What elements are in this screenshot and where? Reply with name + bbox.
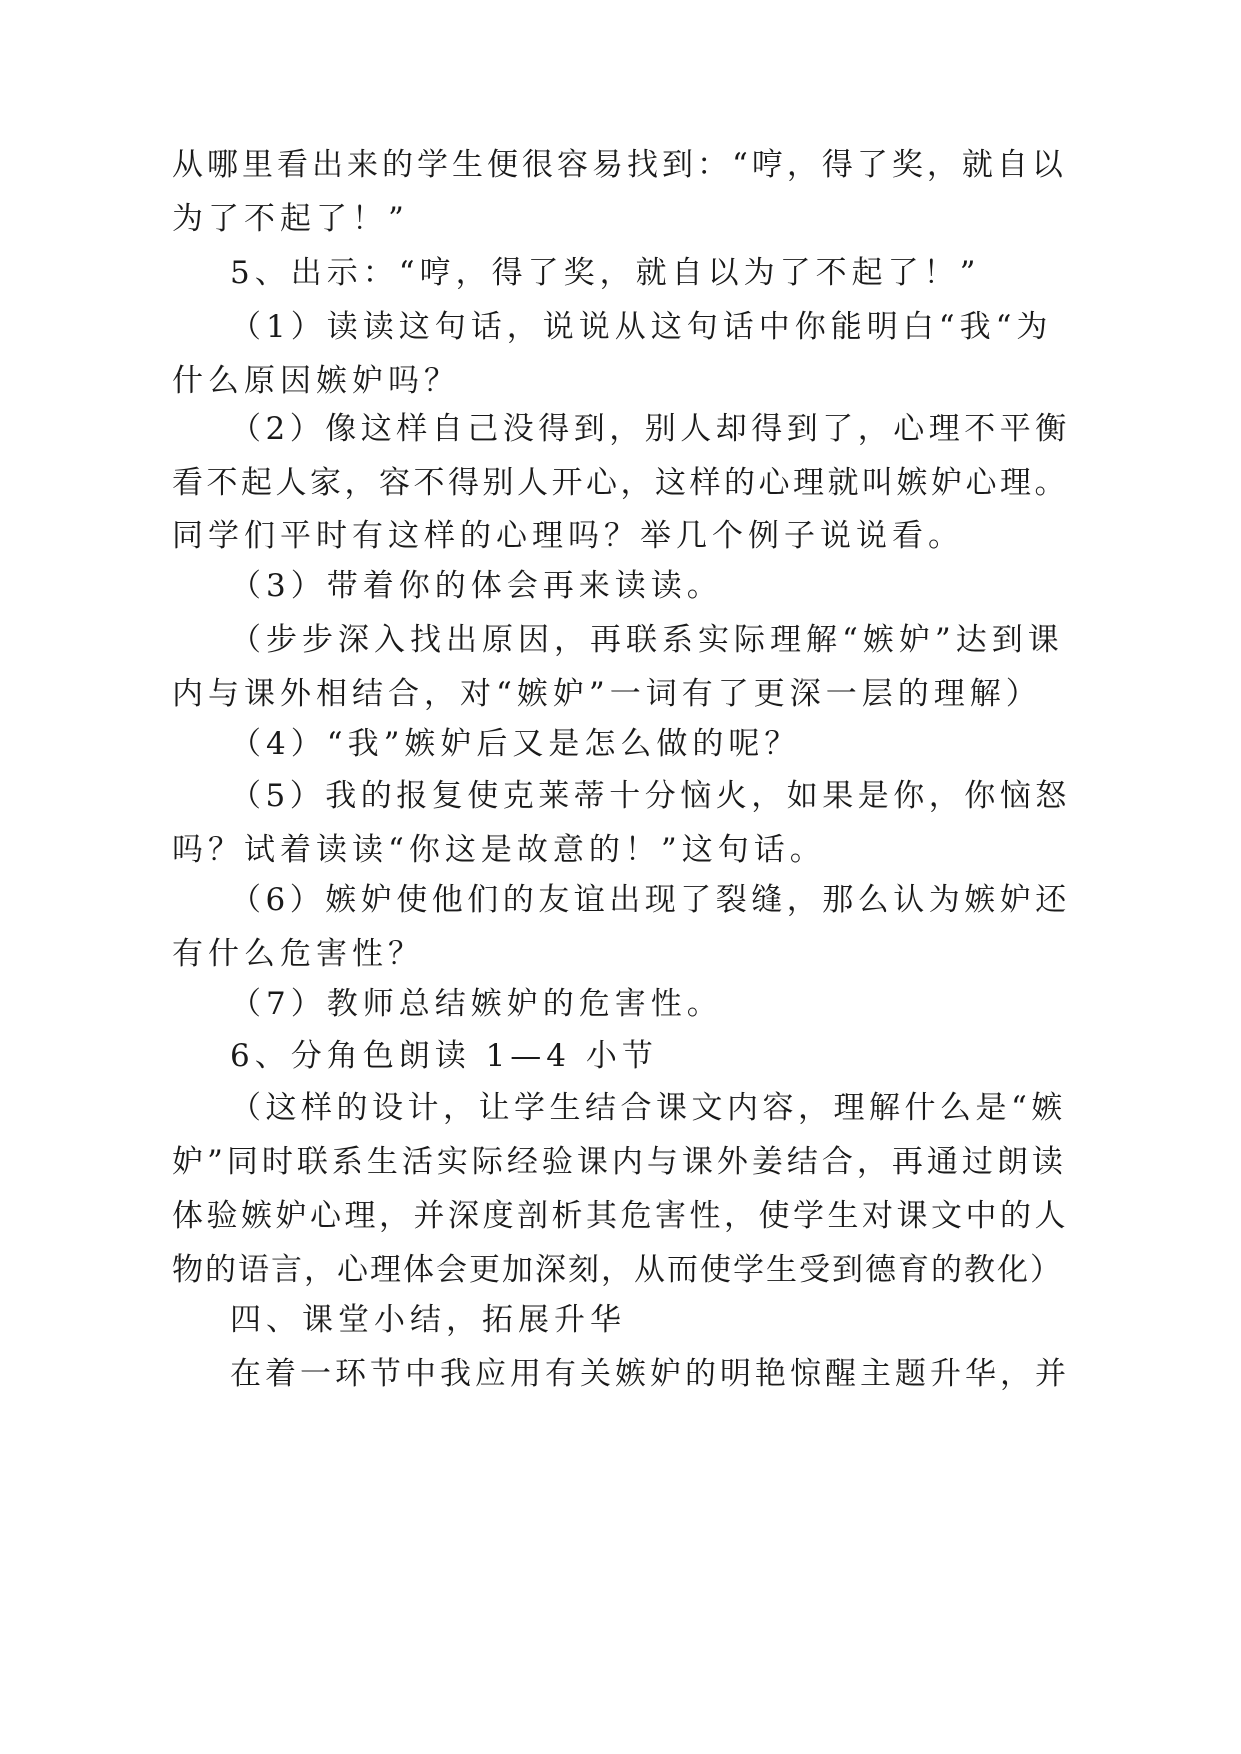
text-line: 妒”同时联系生活实际经验课内与课外姜结合，再通过朗读 (172, 1144, 1067, 1180)
text-line: （4）“我”嫉妒后又是怎么做的呢？ (230, 726, 801, 762)
text-line: 有什么危害性？ (172, 936, 424, 972)
text-line: 四、课堂小结，拓展升华 (230, 1302, 626, 1338)
text-line: （5）我的报复使克莱蒂十分恼火，如果是你，你恼怒 (230, 778, 1071, 814)
text-line: 5、出示：“哼，得了奖，就自以为了不起了！” (230, 255, 981, 291)
text-line: （6）嫉妒使他们的友谊出现了裂缝，那么认为嫉妒还 (230, 882, 1071, 918)
text-line: 体验嫉妒心理，并深度剖析其危害性，使学生对课文中的人 (172, 1198, 1069, 1234)
text-line: 看不起人家，容不得别人开心，这样的心理就叫嫉妒心理。 (172, 465, 1069, 501)
text-line: 在着一环节中我应用有关嫉妒的明艳惊醒主题升华，并 (230, 1356, 1070, 1392)
text-line: 为了不起了！” (172, 201, 409, 237)
text-line: 内与课外相结合，对“嫉妒”一词有了更深一层的理解） (172, 676, 1042, 712)
text-line: 什么原因嫉妒吗？ (172, 363, 460, 399)
text-line: （这样的设计，让学生结合课文内容，理解什么是“嫉 (230, 1090, 1067, 1126)
text-line: 6、分角色朗读 1—4 小节 (230, 1038, 658, 1074)
text-line: 物的语言，心理体会更加深刻，从而使学生受到德育的教化） (172, 1252, 1063, 1288)
text-line: （步步深入找出原因，再联系实际理解“嫉妒”达到课 (230, 622, 1064, 658)
text-line: 吗？试着读读“你这是故意的！”这句话。 (172, 832, 826, 868)
text-line: （1）读读这句话，说说从这句话中你能明白“我“为 (230, 309, 1053, 345)
text-line: 从哪里看出来的学生便很容易找到：“哼，得了奖，就自以 (172, 147, 1067, 183)
text-line: （7）教师总结嫉妒的危害性。 (230, 986, 723, 1022)
text-line: （3）带着你的体会再来读读。 (230, 568, 723, 604)
text-line: （2）像这样自己没得到，别人却得到了，心理不平衡 (230, 411, 1071, 447)
text-line: 同学们平时有这样的心理吗？举几个例子说说看。 (172, 518, 964, 554)
